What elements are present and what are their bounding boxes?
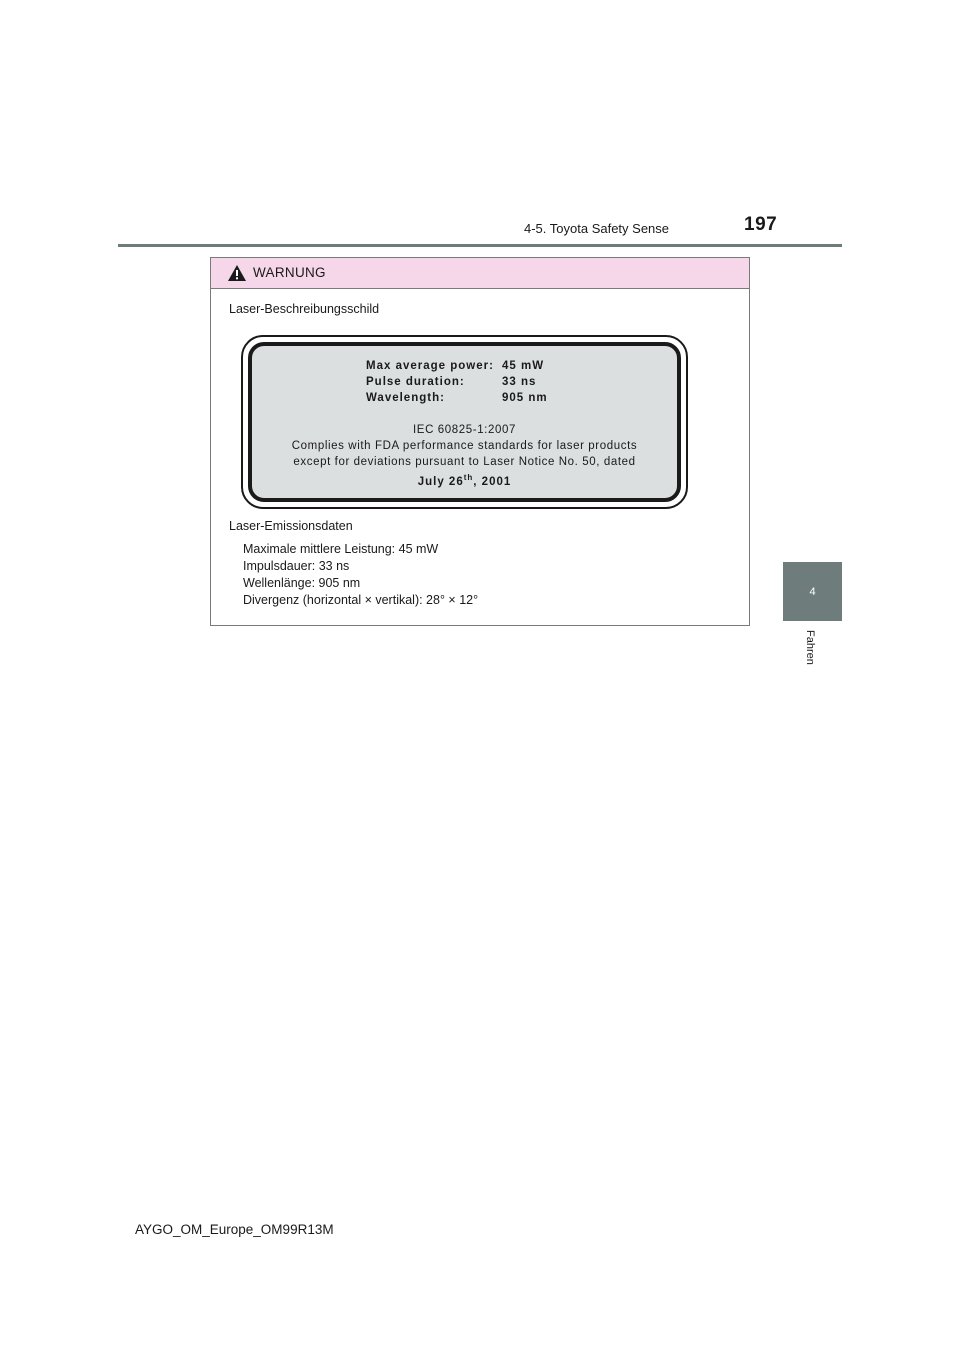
- footer-doc-code: AYGO_OM_Europe_OM99R13M: [135, 1222, 334, 1237]
- spec-key: Wavelength:: [366, 392, 445, 404]
- spec-table: [366, 358, 548, 406]
- emission-list: [243, 541, 478, 609]
- warning-triangle-icon: [227, 264, 247, 282]
- label-heading: Laser-Beschreibungsschild: [229, 302, 380, 316]
- warning-header: [211, 258, 749, 289]
- label-date-suffix: , 2001: [473, 475, 512, 488]
- emission-item: Maximale mittlere Leistung: 45 mW: [243, 542, 439, 556]
- page-number: 197: [744, 214, 778, 235]
- section-title: 4-5. Toyota Safety Sense: [524, 221, 670, 236]
- emission-item: Impulsdauer: 33 ns: [243, 559, 350, 573]
- spec-row: [366, 358, 548, 374]
- chapter-name: Fahren: [804, 630, 816, 665]
- chapter-tab[interactable]: [783, 562, 842, 621]
- warning-box: [210, 257, 750, 626]
- label-date-prefix: July 26: [417, 475, 464, 488]
- spec-key: Max average power:: [366, 360, 494, 372]
- laser-label-plate: [241, 335, 688, 509]
- spec-key: Pulse duration:: [366, 376, 465, 388]
- label-standard: IEC 60825-1:2007: [413, 424, 516, 436]
- label-date: [252, 470, 677, 490]
- spec-row: [366, 374, 548, 390]
- label-compliance-line-1: Complies with FDA performance standards for laser products: [291, 440, 638, 452]
- spec-row: [366, 390, 548, 406]
- emission-item: Divergenz (horizontal × vertikal): 28° × 12°: [243, 593, 479, 607]
- label-compliance-line-2: except for deviations pursuant to Laser Notice No. 50, dated: [293, 456, 636, 468]
- spec-value: 905 nm: [502, 392, 548, 404]
- spec-value: 33 ns: [502, 376, 537, 388]
- laser-label-inner: [248, 342, 681, 502]
- header-rule: [118, 244, 842, 247]
- emission-item: Wellenlänge: 905 nm: [243, 576, 361, 590]
- label-date-sup: th: [463, 473, 474, 482]
- warning-title: WARNUNG: [253, 265, 326, 280]
- emission-heading: Laser-Emissionsdaten: [229, 519, 353, 533]
- chapter-number: 4: [809, 585, 816, 598]
- spec-value: 45 mW: [502, 360, 545, 372]
